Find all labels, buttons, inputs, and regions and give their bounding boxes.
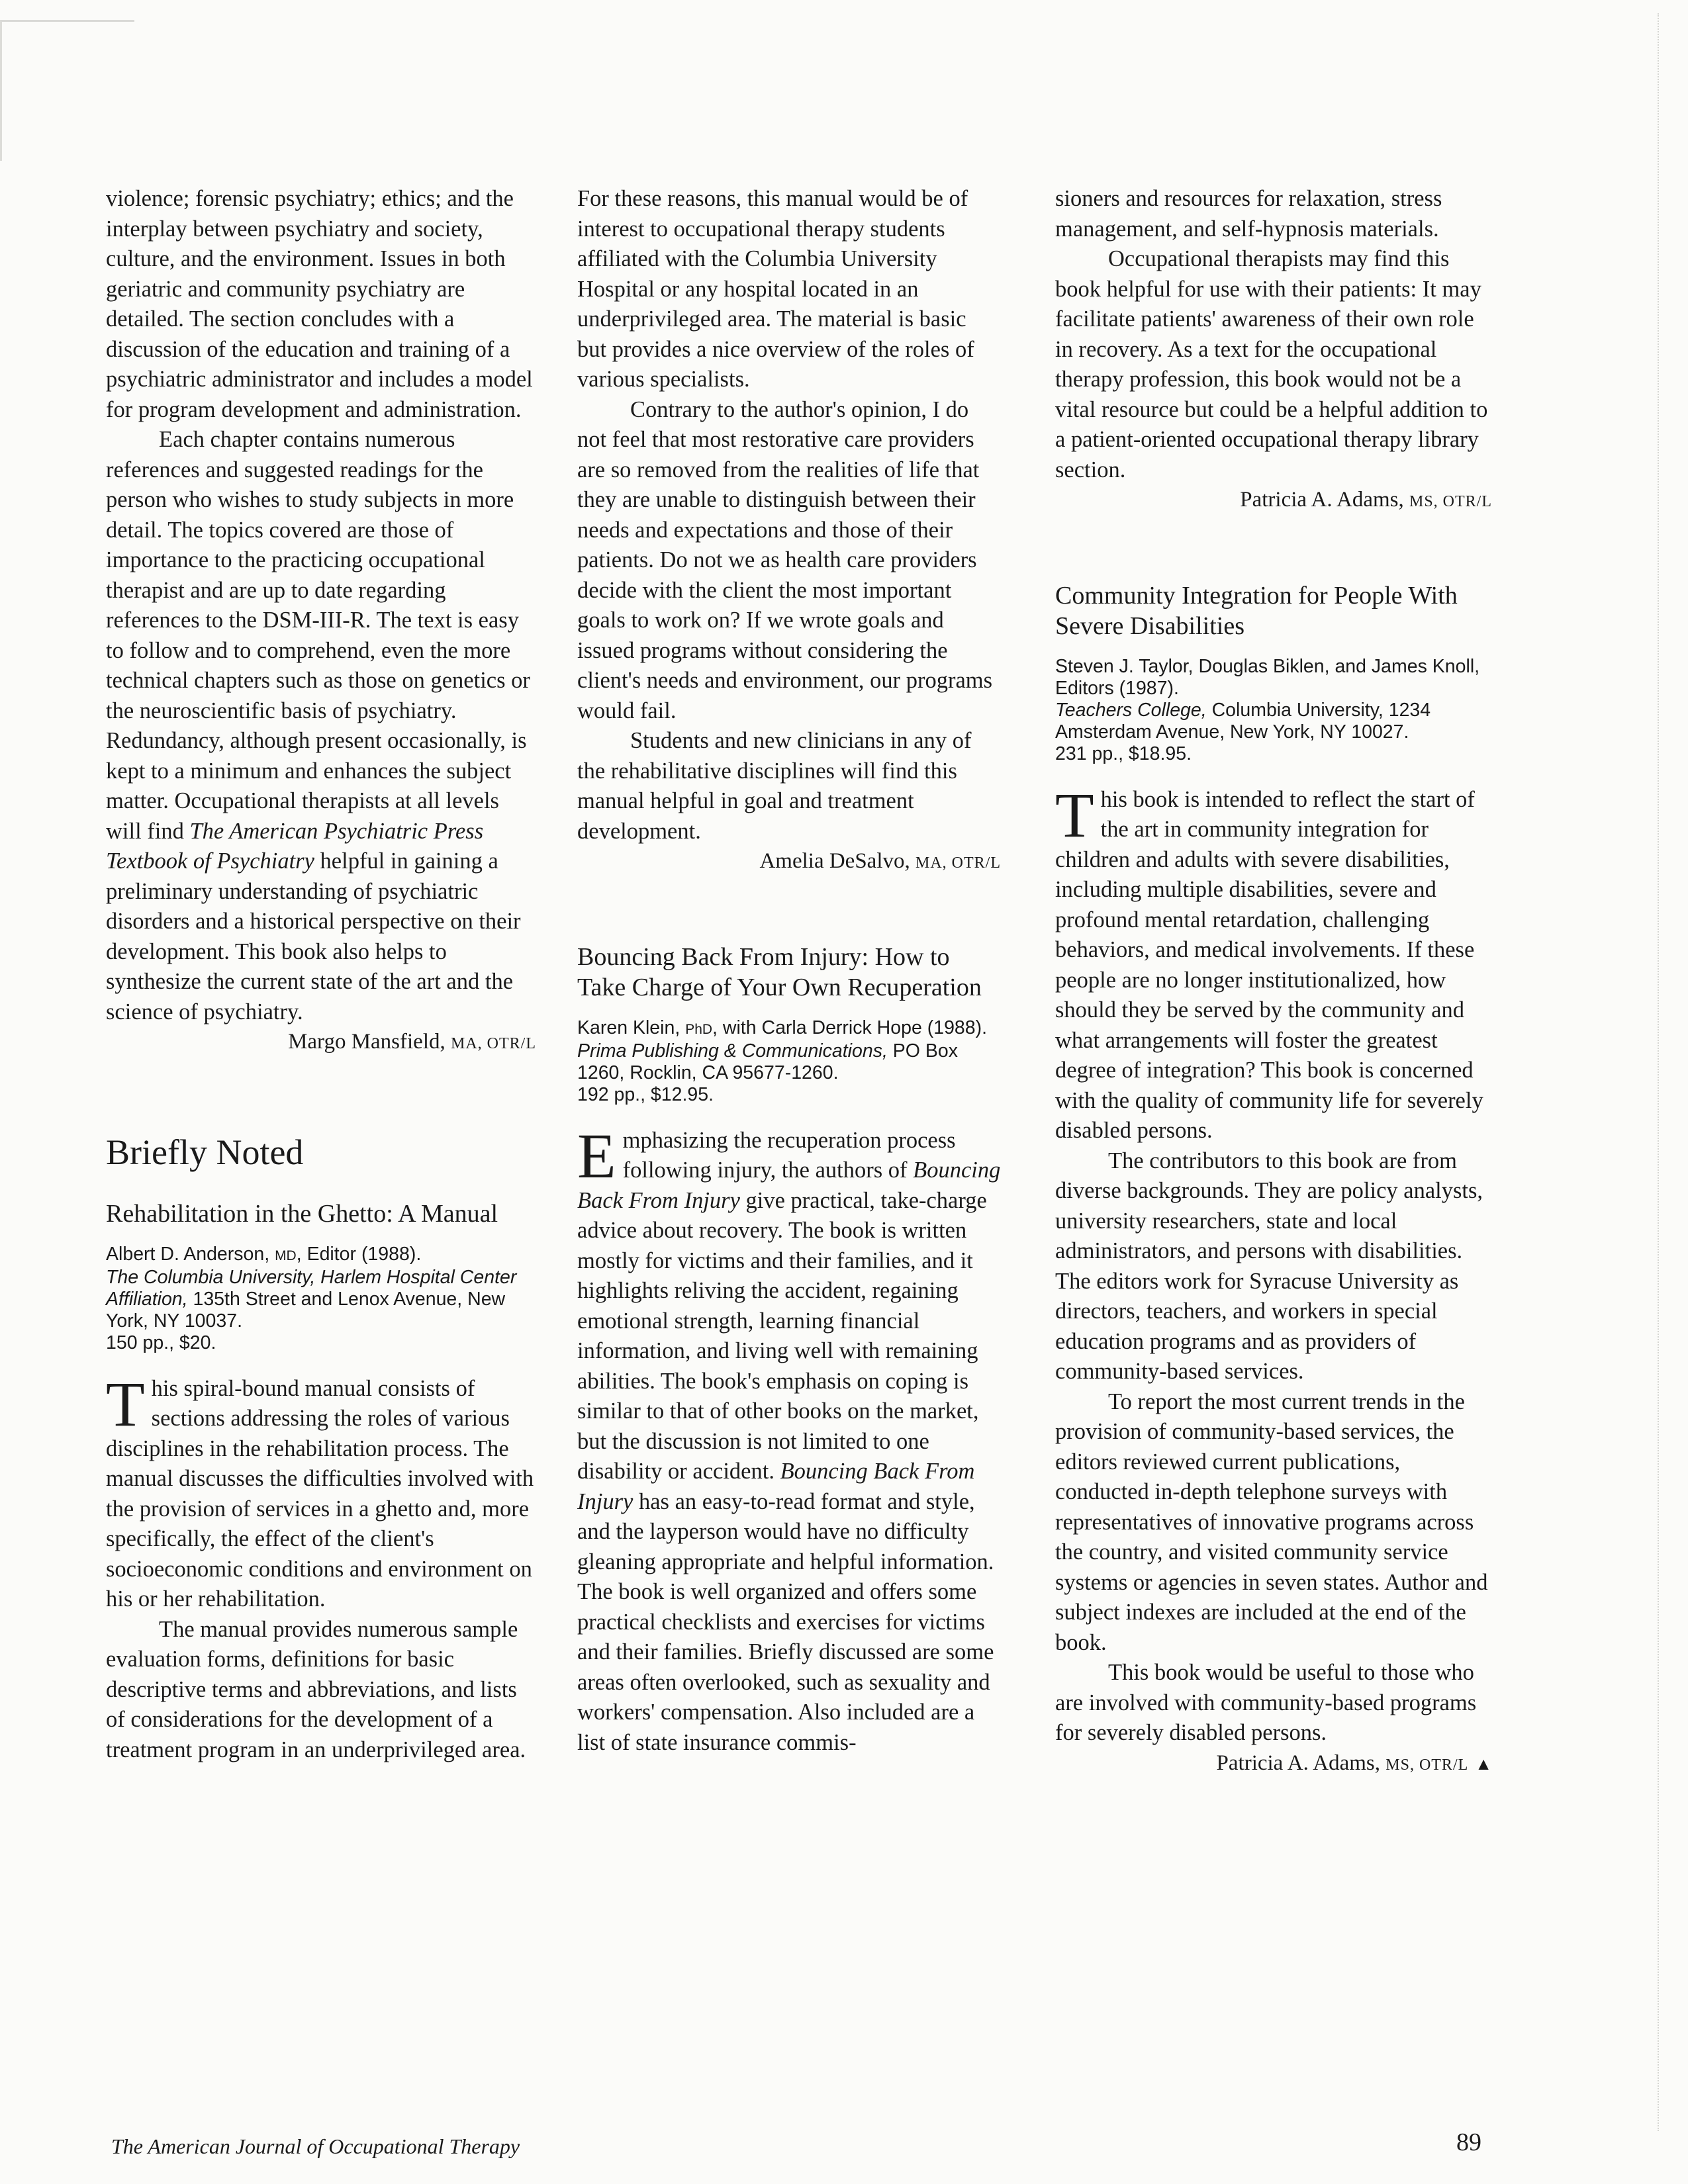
citation-author: Karen Klein, [577, 1017, 680, 1038]
reviewer-name: Amelia DeSalvo, [759, 849, 910, 873]
citation-author: Albert D. Anderson, [106, 1243, 270, 1265]
citation-address: 135th Street and Lenox Avenue, New York, NY 10037. [106, 1288, 506, 1332]
citation-role: , Editor (1988). [296, 1243, 422, 1265]
citation-credential: MD [275, 1248, 297, 1263]
reviewer-signature [1055, 485, 1492, 518]
review-title: Community Integration for People With Severe Disabilities [1055, 581, 1458, 640]
text-run: mphasizing the recuperation process following injury, the authors of [622, 1127, 956, 1183]
book-title: Bouncing Back From Injury [577, 1158, 1001, 1213]
paragraph: violence; forensic psychiatry; ethics; and the interplay between psychiatry and society, culture, and the environment. Issues in both geriatric and community psychiatry are detailed. The section concludes with a discussion of the education and training of a psychiatric administrator and includes a model for program development and administration. [106, 186, 533, 422]
scan-artifact-corner [0, 20, 134, 161]
paragraph: Students and new clinicians in any of the rehabilitative disciplines will find this manual helpful in goal and treatment development. [577, 728, 972, 844]
citation-pages-price: 150 pp., $20. [106, 1332, 216, 1353]
paragraph: sioners and resources for relaxation, stress management, and self-hypnosis materials. [1055, 186, 1442, 242]
citation-credential: PhD [685, 1021, 713, 1037]
column-1 [106, 184, 536, 1765]
paragraph: Contrary to the author's opinion, I do not feel that most restorative care providers are so removed from the realities of life that they are unable to distinguish between their needs and expectations and those of their patients. Do not we as health care providers decide with the client the most important goals to work on? If we wrote goals and issued programs without considering the client's needs and environment, our programs would fail. [577, 396, 993, 723]
text-run: helpful in gaining a preliminary understanding of psychiatric disorders and a historical perspective on their development. This book also helps to synthesize the current state of the art and the science of psychiatry. [106, 848, 521, 1024]
reviewer-name: Patricia A. Adams, [1216, 1751, 1380, 1775]
citation-publisher: Teachers College, [1055, 699, 1207, 721]
page-number: 89 [1456, 2128, 1481, 2156]
reviewer-credentials: MS, OTR/L [1409, 493, 1492, 510]
reviewer-name: Margo Mansfield, [288, 1030, 445, 1054]
reviewer-credentials: MS, OTR/L [1385, 1756, 1469, 1774]
text-run: give practical, take-charge advice about recovery. The book is written mostly for victims and their families, and it highlights reliving the accident, regaining emotional strength, learning financial information, and living well with remaining abilities. The book's emphasis on coping is similar to that of other books on the market, but the discussion is not limited to one disability or accident. [577, 1187, 987, 1484]
citation [106, 1244, 536, 1354]
citation [577, 1017, 1001, 1106]
reviewer-name: Patricia A. Adams, [1240, 488, 1404, 512]
column-2 [577, 184, 1001, 1758]
reviewer-signature [1055, 1749, 1492, 1781]
paragraph: To report the most current trends in the provision of community-based services, the editors reviewed current publications, conducted in-depth telephone surveys with representatives of innovative programs across the country, and visited community service systems or agencies in seven states. Author and subject indexes are included at the end of the book. [1055, 1388, 1488, 1655]
citation-address: PO Box 1260, Rocklin, CA 95677-1260. [577, 1040, 958, 1083]
review-title: Bouncing Back From Injury: How to Take Charge of Your Own Recuperation [577, 942, 982, 1001]
reviewer-signature [577, 846, 1001, 879]
citation-publisher: The Columbia University, Harlem Hospital Center Affiliation, [106, 1266, 517, 1310]
paragraph [577, 1120, 1001, 1758]
drop-cap: T [106, 1368, 145, 1439]
text-run: has an easy-to-read format and style, and the layperson would have no difficulty gleaning appropriate and helpful information. The book is well organized and offers some practical checklists and exercises for victims and their families. Briefly discussed are some areas often overlooked, such as sexuality and workers' compensation. Also included are a list of state insurance commis- [577, 1488, 994, 1755]
citation-author: Steven J. Taylor, Douglas Biklen, and James Knoll, Editors (1987). [1055, 655, 1480, 699]
citation-pages-price: 192 pp., $12.95. [577, 1083, 714, 1105]
citation-coauthor: , with Carla Derrick Hope (1988). [712, 1017, 988, 1038]
book-title: The American Psychiatric Press Textbook of Psychiatry [106, 818, 484, 874]
end-of-article-triangle-icon: ▲ [1475, 1754, 1492, 1774]
paragraph: Occupational therapists may find this book helpful for use with their patients: It may facilitate patients' awareness of their own role in recovery. As a text for the occupational therapy profession, this book would not be a vital resource but could be a helpful addition to a patient-oriented occupational therapy library section. [1055, 246, 1488, 482]
scan-artifact-edge [1658, 13, 1662, 2131]
paragraph: The manual provides numerous sample evaluation forms, definitions for basic descriptive terms and abbreviations, and lists of considerations for the development of a treatment program in an underprivileged area. [106, 1616, 526, 1762]
citation [1055, 656, 1492, 765]
column-3 [1055, 184, 1492, 1780]
paragraph [1055, 779, 1492, 1146]
text-run: his spiral-bound manual consists of sections addressing the roles of various disciplines in the rehabilitation process. The manual discusses the difficulties involved with the provision of services in a ghetto and, more specifically, the effect of the client's socioeconomic conditions and environment on his or her rehabilitation. [106, 1375, 534, 1612]
paragraph [106, 425, 536, 1027]
review-title: Rehabilitation in the Ghetto: A Manual [106, 1199, 498, 1228]
book-title: Bouncing Back From Injury [577, 1459, 975, 1514]
text-run: his book is intended to reflect the start of the art in community integration for children and adults with severe disabilities, including multiple disabilities, severe and profound mental retardation, challenging behaviors, and medical involvements. If these people are no longer institutionalized, how should they be served by the community and what arrangements will foster the greatest degree of integration? This book is concerned with the quality of community life for severely disabled persons. [1055, 786, 1483, 1143]
citation-pages-price: 231 pp., $18.95. [1055, 743, 1192, 764]
paragraph: For these reasons, this manual would be of interest to occupational therapy students affiliated with the Columbia University Hospital or any hospital located in an underprivileged area. The material is basic but provides a nice overview of the roles of various specialists. [577, 186, 974, 392]
section-title: Briefly Noted [106, 1132, 304, 1172]
paragraph: This book would be useful to those who are involved with community-based programs for severely disabled persons. [1055, 1660, 1477, 1745]
journal-footer: The American Journal of Occupational Therapy [111, 2134, 520, 2158]
citation-address: Columbia University, 1234 Amsterdam Avenue, New York, NY 10027. [1055, 699, 1431, 743]
reviewer-signature [106, 1027, 536, 1060]
citation-publisher: Prima Publishing & Communications, [577, 1040, 888, 1062]
reviewer-credentials: MA, OTR/L [451, 1035, 536, 1052]
paragraph [106, 1368, 536, 1615]
reviewer-credentials: MA, OTR/L [915, 854, 1001, 872]
drop-cap: T [1055, 779, 1094, 850]
drop-cap: E [577, 1120, 616, 1191]
text-run: Each chapter contains numerous references and suggested readings for the person who wishes to study subjects in more detail. The topics covered are those of importance to the practicing occupational therapist and are up to date regarding references to the DSM-III-R. The text is easy to follow and to comprehend, even the more technical chapters such as those on genetics or the neuroscientific basis of psychiatry. Redundancy, although present occasionally, is kept to a minimum and enhances the subject matter. Occupational therapists at all levels will find [106, 427, 530, 844]
paragraph: The contributors to this book are from diverse backgrounds. They are policy analysts, university researchers, state and local administrators, and persons with disabilities. The editors work for Syracuse University as directors, teachers, and workers in special education programs and as providers of community-based services. [1055, 1148, 1483, 1384]
